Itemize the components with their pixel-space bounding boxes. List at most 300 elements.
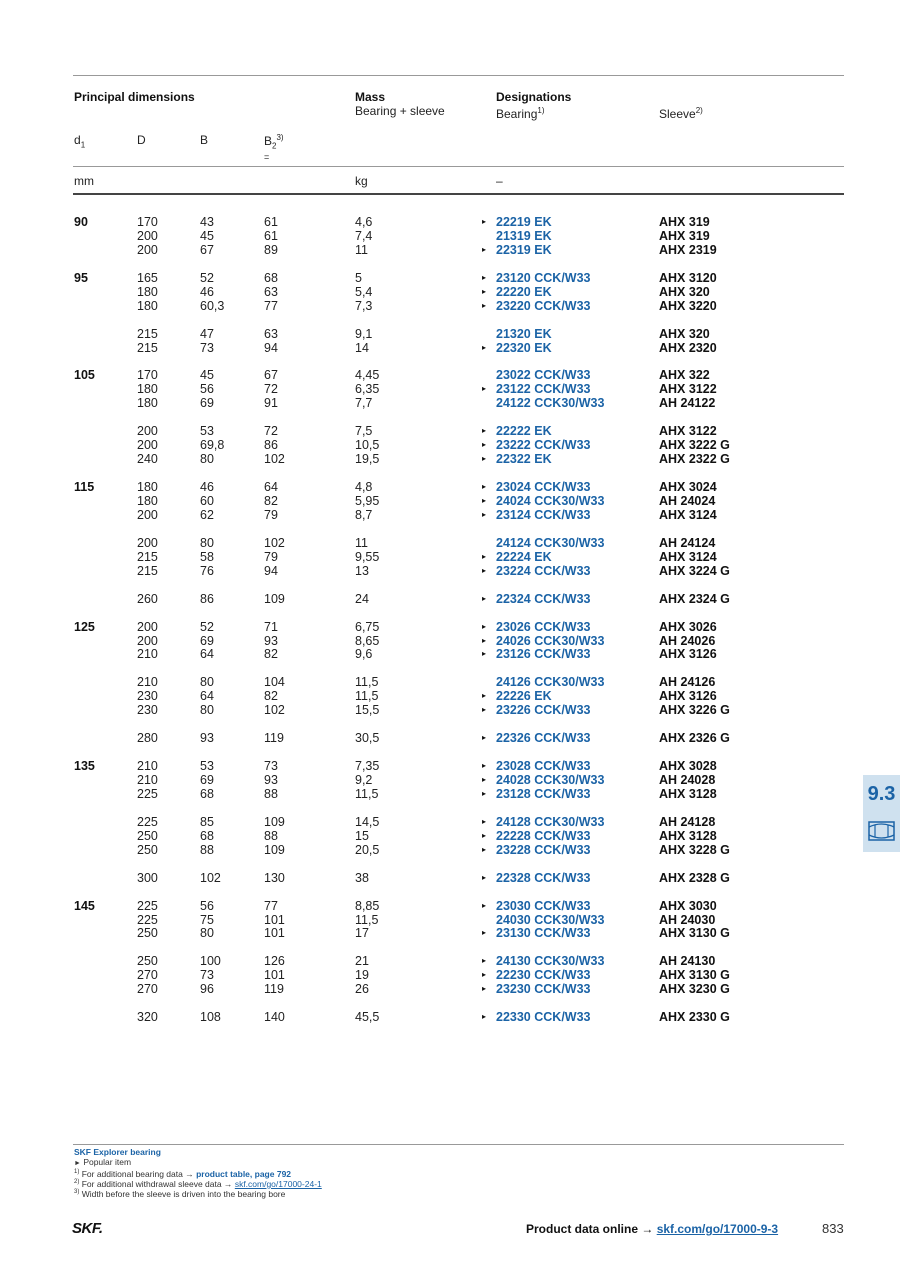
row-mass: 15 xyxy=(355,829,369,843)
row-B2: 104 xyxy=(264,675,285,689)
row-bearing-designation[interactable]: 23028 CCK/W33 xyxy=(496,759,591,773)
row-mass: 21 xyxy=(355,954,369,968)
row-B2: 109 xyxy=(264,815,285,829)
row-sleeve-designation: AHX 319 xyxy=(659,229,710,243)
row-mass: 8,65 xyxy=(355,634,380,648)
row-B: 58 xyxy=(200,550,214,564)
row-D: 165 xyxy=(137,271,158,285)
row-D: 200 xyxy=(137,229,158,243)
row-D: 200 xyxy=(137,536,158,550)
row-B2: 119 xyxy=(264,731,284,745)
header-sleeve-sub: Sleeve xyxy=(659,107,696,121)
header-principal-dimensions: Principal dimensions xyxy=(74,90,195,104)
header-B: B xyxy=(200,133,209,147)
row-sleeve-designation: AHX 3028 xyxy=(659,759,717,773)
row-sleeve-designation: AH 24024 xyxy=(659,494,716,508)
row-D: 210 xyxy=(137,759,158,773)
row-sleeve-designation: AHX 2328 G xyxy=(659,871,730,885)
footnote-3: $^{3)}$ Width before the sleeve is driven into the bearing bore xyxy=(74,1188,286,1199)
row-D: 180 xyxy=(137,382,158,396)
row-B2: 82 xyxy=(264,647,278,661)
popular-item-icon: ▸ xyxy=(482,440,487,449)
row-B: 75 xyxy=(200,913,214,927)
row-B: 86 xyxy=(200,592,214,606)
row-bearing-designation[interactable]: 22326 CCK/W33 xyxy=(496,731,591,745)
row-D: 210 xyxy=(137,773,158,787)
popular-item-icon: ▸ xyxy=(482,301,487,310)
row-B2: 79 xyxy=(264,550,278,564)
row-bearing-designation[interactable]: 23228 CCK/W33 xyxy=(496,843,591,857)
row-mass: 20,5 xyxy=(355,843,380,857)
popular-item-icon: ▸ xyxy=(482,384,487,393)
row-D: 250 xyxy=(137,926,158,940)
popular-item-icon: ▸ xyxy=(482,901,487,910)
row-B: 64 xyxy=(200,689,214,703)
row-mass: 15,5 xyxy=(355,703,380,717)
row-mass: 4,45 xyxy=(355,368,380,382)
row-sleeve-designation: AHX 3122 xyxy=(659,382,717,396)
row-D: 170 xyxy=(137,215,158,229)
header-D: D xyxy=(137,133,146,147)
row-sleeve-designation: AHX 3026 xyxy=(659,620,717,634)
row-sleeve-designation: AHX 3128 xyxy=(659,829,717,843)
row-B2: 72 xyxy=(264,382,278,396)
row-sleeve-designation: AHX 2322 G xyxy=(659,452,730,466)
row-D: 230 xyxy=(137,703,158,717)
row-B: 45 xyxy=(200,368,214,382)
row-mass: 17 xyxy=(355,926,369,940)
popular-item-icon: ▸ xyxy=(482,873,487,882)
row-B2: 73 xyxy=(264,759,278,773)
row-B2: 67 xyxy=(264,368,278,382)
row-B2: 93 xyxy=(264,773,278,787)
row-d1: 95 xyxy=(74,271,88,285)
row-B2: 94 xyxy=(264,564,278,578)
row-D: 215 xyxy=(137,550,158,564)
row-d1: 115 xyxy=(74,480,95,494)
section-tab[interactable] xyxy=(863,775,900,852)
row-mass: 6,75 xyxy=(355,620,380,634)
row-sleeve-designation: AH 24124 xyxy=(659,536,716,550)
row-sleeve-designation: AH 24030 xyxy=(659,913,716,927)
row-D: 225 xyxy=(137,913,158,927)
row-B: 102 xyxy=(200,871,221,885)
row-B: 100 xyxy=(200,954,221,968)
row-bearing-designation[interactable]: 22320 EK xyxy=(496,341,552,355)
row-B2: 101 xyxy=(264,926,285,940)
row-bearing-designation[interactable]: 24126 CCK30/W33 xyxy=(496,675,605,689)
row-B: 93 xyxy=(200,731,214,745)
row-B2: 102 xyxy=(264,452,285,466)
row-d1: 125 xyxy=(74,620,95,634)
row-D: 180 xyxy=(137,285,158,299)
row-mass: 9,1 xyxy=(355,327,373,341)
row-sleeve-designation: AHX 3128 xyxy=(659,787,717,801)
row-mass: 4,6 xyxy=(355,215,373,229)
header-designations-title: Designations xyxy=(496,90,572,104)
row-bearing-designation[interactable]: 22220 EK xyxy=(496,285,552,299)
row-B2: 71 xyxy=(264,620,278,634)
row-bearing-designation[interactable]: 23220 CCK/W33 xyxy=(496,299,591,313)
row-B: 73 xyxy=(200,968,214,982)
row-B: 68 xyxy=(200,829,214,843)
row-B: 43 xyxy=(200,215,214,229)
popular-item-icon: ▸ xyxy=(482,845,487,854)
row-B2: 61 xyxy=(264,215,278,229)
row-B: 56 xyxy=(200,899,214,913)
row-mass: 7,35 xyxy=(355,759,380,773)
row-B2: 89 xyxy=(264,243,278,257)
row-mass: 30,5 xyxy=(355,731,380,745)
row-B: 67 xyxy=(200,243,214,257)
row-sleeve-designation: AHX 3124 xyxy=(659,550,717,564)
row-B: 52 xyxy=(200,271,214,285)
row-sleeve-designation: AHX 3220 xyxy=(659,299,717,313)
row-B: 45 xyxy=(200,229,214,243)
row-bearing-designation[interactable]: 23230 CCK/W33 xyxy=(496,982,591,996)
popular-item-icon: ▸ xyxy=(482,287,487,296)
popular-item-icon: ▸ xyxy=(482,970,487,979)
row-D: 215 xyxy=(137,564,158,578)
row-B: 80 xyxy=(200,675,214,689)
row-bearing-designation[interactable]: 22226 EK xyxy=(496,689,552,703)
row-bearing-designation[interactable]: 23126 CCK/W33 xyxy=(496,647,591,661)
product-data-online: Product data online → skf.com/go/17000-9-3 xyxy=(526,1222,779,1236)
row-B2: 93 xyxy=(264,634,278,648)
row-bearing-designation[interactable]: 24128 CCK30/W33 xyxy=(496,815,605,829)
units-rule xyxy=(73,193,844,195)
row-bearing-designation[interactable]: 22219 EK xyxy=(496,215,552,229)
row-sleeve-designation: AHX 3030 xyxy=(659,899,717,913)
row-B2: 109 xyxy=(264,843,285,857)
row-bearing-designation[interactable]: 24026 CCK30/W33 xyxy=(496,634,605,648)
row-B2: 94 xyxy=(264,341,278,355)
row-D: 225 xyxy=(137,899,158,913)
row-B: 46 xyxy=(200,480,214,494)
row-B: 80 xyxy=(200,703,214,717)
popular-item-icon: ▸ xyxy=(482,343,487,352)
row-bearing-designation[interactable]: 23124 CCK/W33 xyxy=(496,508,591,522)
row-sleeve-designation: AHX 2330 G xyxy=(659,1010,730,1024)
popular-item-icon: ▸ xyxy=(482,510,487,519)
row-D: 200 xyxy=(137,634,158,648)
popular-item-icon: ▸ xyxy=(482,928,487,937)
header-mass xyxy=(355,90,445,118)
row-mass: 24 xyxy=(355,592,369,606)
row-mass: 10,5 xyxy=(355,438,380,452)
row-B: 85 xyxy=(200,815,214,829)
row-mass: 45,5 xyxy=(355,1010,380,1024)
row-mass: 9,55 xyxy=(355,550,380,564)
row-sleeve-designation: AHX 3224 G xyxy=(659,564,730,578)
row-B2: 130 xyxy=(264,871,285,885)
row-B: 96 xyxy=(200,982,214,996)
row-mass: 14 xyxy=(355,341,369,355)
row-mass: 9,6 xyxy=(355,647,373,661)
footnote-1: $^{1)}$ For additional bearing data → product table, page 792 xyxy=(74,1168,292,1179)
product-data-url[interactable]: skf.com/go/17000-9-3 xyxy=(656,1222,779,1236)
triangle-icon: ► xyxy=(74,1160,81,1167)
row-mass: 13 xyxy=(355,564,369,578)
row-sleeve-designation: AHX 3228 G xyxy=(659,843,730,857)
skf-logo: SKF. xyxy=(72,1220,103,1237)
unit-dash: – xyxy=(496,174,503,188)
row-B2: 126 xyxy=(264,954,285,968)
row-mass: 8,7 xyxy=(355,508,373,522)
row-sleeve-designation: AH 24028 xyxy=(659,773,716,787)
row-B: 69 xyxy=(200,773,214,787)
row-bearing-designation[interactable]: 24124 CCK30/W33 xyxy=(496,536,605,550)
row-bearing-designation[interactable]: 21320 EK xyxy=(496,327,552,341)
row-bearing-designation[interactable]: 21319 EK xyxy=(496,229,552,243)
row-bearing-designation[interactable]: 23022 CCK/W33 xyxy=(496,368,591,382)
row-bearing-designation[interactable]: 23122 CCK/W33 xyxy=(496,382,591,396)
footnote-explorer: SKF Explorer bearing xyxy=(74,1147,161,1157)
row-B2: 88 xyxy=(264,829,278,843)
row-bearing-designation[interactable]: 22324 CCK/W33 xyxy=(496,592,591,606)
row-B: 80 xyxy=(200,536,214,550)
popular-item-icon: ▸ xyxy=(482,705,487,714)
row-D: 230 xyxy=(137,689,158,703)
row-D: 270 xyxy=(137,968,158,982)
row-bearing-designation[interactable]: 24024 CCK30/W33 xyxy=(496,494,605,508)
row-D: 300 xyxy=(137,871,158,885)
row-bearing-designation[interactable]: 24130 CCK30/W33 xyxy=(496,954,605,968)
row-D: 200 xyxy=(137,243,158,257)
row-sleeve-designation: AHX 3226 G xyxy=(659,703,730,717)
row-B2: 68 xyxy=(264,271,278,285)
row-mass: 11 xyxy=(355,243,368,257)
row-sleeve-designation: AHX 3120 xyxy=(659,271,717,285)
row-sleeve-designation: AH 24126 xyxy=(659,675,716,689)
row-sleeve-designation: AHX 2320 xyxy=(659,341,717,355)
row-B2: 77 xyxy=(264,299,278,313)
row-B: 53 xyxy=(200,759,214,773)
row-B: 52 xyxy=(200,620,214,634)
row-B: 47 xyxy=(200,327,214,341)
row-B2: 63 xyxy=(264,327,278,341)
row-sleeve-designation: AHX 3024 xyxy=(659,480,717,494)
footnote-rule xyxy=(73,1144,844,1145)
product-table-link[interactable]: product table, page 792 xyxy=(196,1168,292,1179)
row-mass: 7,4 xyxy=(355,229,373,243)
popular-item-icon: ▸ xyxy=(482,636,487,645)
row-B2: 119 xyxy=(264,982,284,996)
row-B: 69,8 xyxy=(200,438,225,452)
row-mass: 14,5 xyxy=(355,815,380,829)
header-sleeve-sup: 2) xyxy=(695,106,703,115)
row-D: 240 xyxy=(137,452,158,466)
row-bearing-designation[interactable]: 24028 CCK30/W33 xyxy=(496,773,605,787)
row-D: 215 xyxy=(137,341,158,355)
sleeve-data-link[interactable]: skf.com/go/17000-24-1 xyxy=(234,1178,322,1189)
row-B: 60,3 xyxy=(200,299,225,313)
row-B: 68 xyxy=(200,787,214,801)
row-bearing-designation[interactable]: 22222 EK xyxy=(496,424,552,438)
row-B: 73 xyxy=(200,341,214,355)
row-sleeve-designation: AHX 2319 xyxy=(659,243,717,257)
row-D: 200 xyxy=(137,438,158,452)
bearing-sleeve-icon xyxy=(868,819,895,843)
row-B2: 101 xyxy=(264,968,285,982)
popular-item-icon: ▸ xyxy=(482,496,487,505)
popular-item-icon: ▸ xyxy=(482,454,487,463)
row-B: 76 xyxy=(200,564,214,578)
row-D: 280 xyxy=(137,731,158,745)
row-B: 60 xyxy=(200,494,214,508)
popular-item-icon: ▸ xyxy=(482,552,487,561)
row-B2: 109 xyxy=(264,592,285,606)
unit-kg: kg xyxy=(355,174,368,188)
row-B2: 77 xyxy=(264,899,278,913)
row-sleeve-designation: AHX 2326 G xyxy=(659,731,730,745)
row-mass: 11,5 xyxy=(355,689,379,703)
row-B: 62 xyxy=(200,508,214,522)
row-sleeve-designation: AHX 319 xyxy=(659,215,710,229)
row-bearing-designation[interactable]: 24030 CCK30/W33 xyxy=(496,913,605,927)
row-B2: 140 xyxy=(264,1010,285,1024)
popular-item-icon: ▸ xyxy=(482,817,487,826)
row-mass: 11,5 xyxy=(355,675,379,689)
row-B: 108 xyxy=(200,1010,221,1024)
row-bearing-designation[interactable]: 22330 CCK/W33 xyxy=(496,1010,591,1024)
row-bearing-designation[interactable]: 22230 CCK/W33 xyxy=(496,968,591,982)
row-mass: 7,5 xyxy=(355,424,373,438)
row-d1: 90 xyxy=(74,215,88,229)
header-d1: $d_1$ xyxy=(74,133,86,150)
row-sleeve-designation: AHX 2324 G xyxy=(659,592,730,606)
row-d1: 135 xyxy=(74,759,95,773)
row-bearing-designation[interactable]: 23030 CCK/W33 xyxy=(496,899,591,913)
row-sleeve-designation: AH 24122 xyxy=(659,396,716,410)
row-B2: 102 xyxy=(264,536,285,550)
row-sleeve-designation: AHX 320 xyxy=(659,285,710,299)
row-D: 210 xyxy=(137,647,158,661)
row-bearing-designation[interactable]: 23024 CCK/W33 xyxy=(496,480,591,494)
row-mass: 4,8 xyxy=(355,480,373,494)
row-D: 270 xyxy=(137,982,158,996)
row-D: 250 xyxy=(137,843,158,857)
row-mass: 5,95 xyxy=(355,494,380,508)
row-B2: 88 xyxy=(264,787,278,801)
row-B2: 101 xyxy=(264,913,285,927)
row-bearing-designation[interactable]: 22322 EK xyxy=(496,452,552,466)
row-bearing-designation[interactable]: 22228 CCK/W33 xyxy=(496,829,591,843)
row-D: 170 xyxy=(137,368,158,382)
header-bearing-sup: 1) xyxy=(537,106,545,115)
row-B2: 61 xyxy=(264,229,278,243)
row-D: 225 xyxy=(137,787,158,801)
header-rule xyxy=(73,166,844,167)
row-mass: 6,35 xyxy=(355,382,380,396)
row-bearing-designation[interactable]: 23128 CCK/W33 xyxy=(496,787,591,801)
row-B: 88 xyxy=(200,843,214,857)
row-sleeve-designation: AH 24128 xyxy=(659,815,716,829)
row-D: 250 xyxy=(137,829,158,843)
row-D: 180 xyxy=(137,299,158,313)
footnote-2: $^{2)}$ For additional withdrawal sleeve data → skf.com/go/17000-24-1 xyxy=(74,1178,322,1189)
row-B2: 79 xyxy=(264,508,278,522)
row-B2: 102 xyxy=(264,703,285,717)
row-B2: 86 xyxy=(264,438,278,452)
header-bearing-sub: Bearing xyxy=(496,107,538,121)
row-B: 53 xyxy=(200,424,214,438)
row-D: 215 xyxy=(137,327,158,341)
popular-item-icon: ▸ xyxy=(482,594,487,603)
row-sleeve-designation: AHX 3126 xyxy=(659,647,717,661)
row-d1: 145 xyxy=(74,899,95,913)
row-bearing-designation[interactable]: 24122 CCK30/W33 xyxy=(496,396,605,410)
row-bearing-designation[interactable]: 22224 EK xyxy=(496,550,552,564)
row-mass: 19,5 xyxy=(355,452,380,466)
header-B2: $B_2^{3)}$ = xyxy=(264,133,284,163)
row-B: 69 xyxy=(200,634,214,648)
row-D: 180 xyxy=(137,396,158,410)
row-bearing-designation[interactable]: 22319 EK xyxy=(496,243,552,257)
row-bearing-designation[interactable]: 22328 CCK/W33 xyxy=(496,871,591,885)
row-D: 225 xyxy=(137,815,158,829)
popular-item-icon: ▸ xyxy=(482,482,487,491)
popular-item-icon: ▸ xyxy=(482,1012,487,1021)
row-mass: 26 xyxy=(355,982,369,996)
header-mass-title: Mass xyxy=(355,90,386,104)
row-mass: 19 xyxy=(355,968,369,982)
row-mass: 7,3 xyxy=(355,299,373,313)
row-B: 46 xyxy=(200,285,214,299)
row-sleeve-designation: AHX 3122 xyxy=(659,424,717,438)
row-bearing-designation[interactable]: 23120 CCK/W33 xyxy=(496,271,591,285)
row-mass: 5,4 xyxy=(355,285,373,299)
row-mass: 11,5 xyxy=(355,913,379,927)
row-B: 80 xyxy=(200,926,214,940)
row-bearing-designation[interactable]: 23222 CCK/W33 xyxy=(496,438,591,452)
popular-item-icon: ▸ xyxy=(482,426,487,435)
unit-mm: mm xyxy=(74,174,94,188)
row-bearing-designation[interactable]: 23224 CCK/W33 xyxy=(496,564,591,578)
popular-item-icon: ▸ xyxy=(482,789,487,798)
row-D: 200 xyxy=(137,508,158,522)
popular-item-icon: ▸ xyxy=(482,245,487,254)
row-sleeve-designation: AHX 3222 G xyxy=(659,438,730,452)
row-sleeve-designation: AHX 3124 xyxy=(659,508,717,522)
row-B: 69 xyxy=(200,396,214,410)
row-sleeve-designation: AHX 320 xyxy=(659,327,710,341)
popular-item-icon: ▸ xyxy=(482,775,487,784)
row-D: 180 xyxy=(137,480,158,494)
row-mass: 11 xyxy=(355,536,368,550)
row-B2: 82 xyxy=(264,689,278,703)
row-D: 250 xyxy=(137,954,158,968)
row-B2: 64 xyxy=(264,480,278,494)
row-mass: 8,85 xyxy=(355,899,380,913)
popular-item-icon: ▸ xyxy=(482,733,487,742)
row-bearing-designation[interactable]: 23026 CCK/W33 xyxy=(496,620,591,634)
row-sleeve-designation: AH 24130 xyxy=(659,954,716,968)
popular-item-icon: ▸ xyxy=(482,831,487,840)
popular-item-icon: ▸ xyxy=(482,649,487,658)
section-number: 9.3 xyxy=(867,783,896,805)
popular-item-icon: ▸ xyxy=(482,691,487,700)
row-bearing-designation[interactable]: 23226 CCK/W33 xyxy=(496,703,591,717)
row-sleeve-designation: AHX 3126 xyxy=(659,689,717,703)
row-sleeve-designation: AHX 322 xyxy=(659,368,710,382)
row-bearing-designation[interactable]: 23130 CCK/W33 xyxy=(496,926,591,940)
row-D: 180 xyxy=(137,494,158,508)
row-D: 210 xyxy=(137,675,158,689)
row-B2: 72 xyxy=(264,424,278,438)
row-sleeve-designation: AHX 3130 G xyxy=(659,968,730,982)
page-number: 833 xyxy=(822,1221,844,1236)
